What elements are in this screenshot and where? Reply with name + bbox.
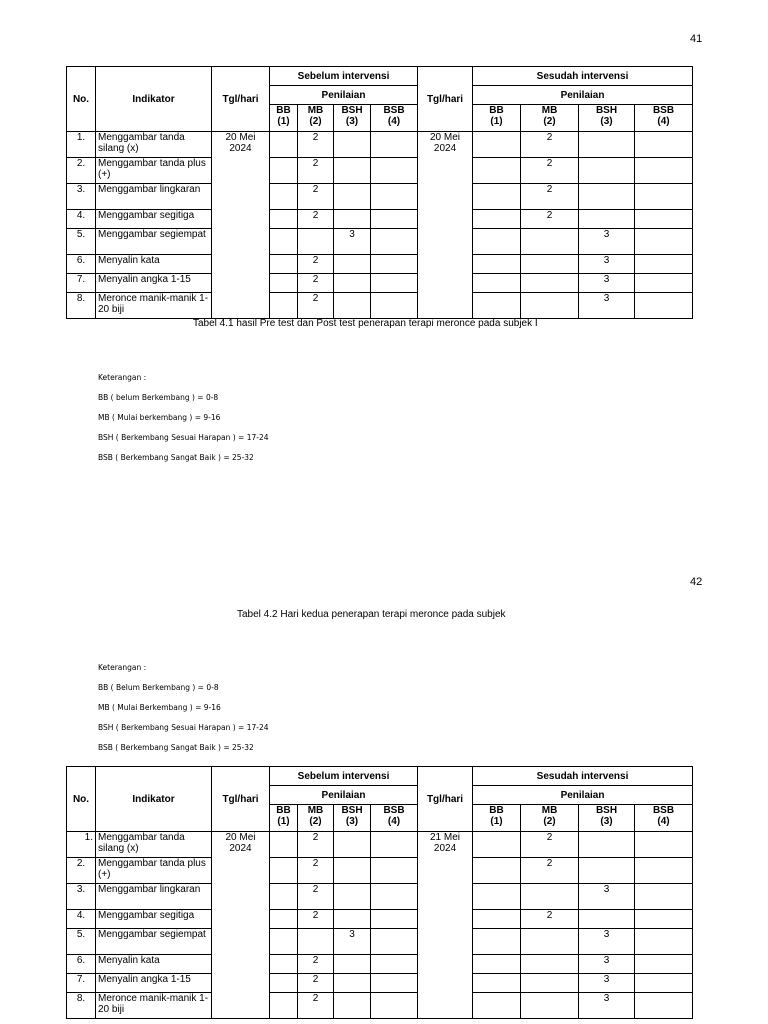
score-before [270, 158, 298, 184]
row-indikator: Menggambar lingkaran [96, 184, 212, 210]
score-after [635, 858, 693, 884]
score-before: 2 [298, 832, 334, 858]
header-level-bsh [334, 805, 371, 832]
score-before [371, 229, 418, 255]
legend-item-bsh: BSH ( Berkembang Sesuai Harapan ) = 17-24 [98, 723, 269, 732]
table-caption: Tabel 4.1 hasil Pre test dan Post test penerapan terapi meronce pada subjek I [193, 318, 538, 329]
score-before [371, 884, 418, 910]
table-row [67, 293, 693, 319]
row-indikator: Menggambar tanda plus (+) [96, 158, 212, 184]
score-before [334, 974, 371, 993]
score-after [579, 184, 635, 210]
score-before [334, 884, 371, 910]
table-row [67, 974, 693, 993]
score-after: 3 [579, 293, 635, 319]
header-level-mb [521, 105, 579, 132]
score-before [371, 832, 418, 858]
score-before: 3 [334, 929, 371, 955]
table-row [67, 229, 693, 255]
score-after: 2 [521, 832, 579, 858]
score-after [635, 929, 693, 955]
score-before [270, 929, 298, 955]
score-before [270, 210, 298, 229]
row-indikator: Menyalin angka 1-15 [96, 274, 212, 293]
score-before [371, 858, 418, 884]
score-before: 2 [298, 858, 334, 884]
score-after [579, 858, 635, 884]
date-day: 20 Mei [225, 132, 256, 143]
level-code: BSB [652, 105, 675, 116]
level-number: (3) [600, 116, 613, 127]
row-number: 5. [67, 929, 96, 955]
level-code: MB [541, 105, 558, 116]
score-before [334, 955, 371, 974]
legend-item-bsb: BSB ( Berkembang Sangat Baik ) = 25-32 [98, 453, 254, 462]
row-number: 8. [67, 993, 96, 1019]
score-after [473, 274, 521, 293]
header-penilaian-after: Penilaian [473, 786, 693, 805]
table-row [67, 832, 693, 858]
score-before [270, 974, 298, 993]
score-after: 2 [521, 858, 579, 884]
score-before [371, 955, 418, 974]
score-before [334, 210, 371, 229]
legend-item-mb: MB ( Mulai berkembang ) = 9-16 [98, 413, 221, 422]
table-row [67, 210, 693, 229]
legend-item-bb: BB ( belum Berkembang ) = 0-8 [98, 393, 219, 402]
score-after [635, 993, 693, 1019]
table-row [67, 158, 693, 184]
score-before [371, 132, 418, 158]
header-level-bsb [635, 805, 693, 832]
score-after [579, 910, 635, 929]
level-code: BSB [652, 805, 675, 816]
level-number: (1) [490, 816, 503, 827]
score-after [521, 929, 579, 955]
row-number: 5. [67, 229, 96, 255]
row-number: 3. [67, 884, 96, 910]
score-before [334, 158, 371, 184]
score-after [635, 274, 693, 293]
row-number: 4. [67, 210, 96, 229]
score-before: 2 [298, 884, 334, 910]
level-code: MB [307, 805, 324, 816]
level-code: BB [489, 105, 504, 116]
header-no: No. [67, 767, 96, 832]
score-after [521, 255, 579, 274]
score-after: 3 [579, 929, 635, 955]
score-before: 2 [298, 158, 334, 184]
score-after [521, 274, 579, 293]
score-before [334, 858, 371, 884]
level-code: BB [489, 805, 504, 816]
score-before [334, 993, 371, 1019]
row-indikator: Menggambar lingkaran [96, 884, 212, 910]
score-before: 2 [298, 255, 334, 274]
page-number: 42 [690, 576, 703, 588]
score-before [270, 858, 298, 884]
row-indikator: Menggambar segitiga [96, 910, 212, 929]
row-number: 7. [67, 274, 96, 293]
score-before [270, 132, 298, 158]
score-before [371, 293, 418, 319]
score-after [579, 132, 635, 158]
score-after [473, 993, 521, 1019]
level-number: (2) [543, 116, 556, 127]
score-before: 2 [298, 132, 334, 158]
header-sesudah: Sesudah intervensi [473, 767, 693, 786]
score-after [579, 210, 635, 229]
date-year: 2024 [433, 843, 457, 854]
date-after [418, 132, 473, 319]
score-before [270, 955, 298, 974]
legend-title: Keterangan : [98, 373, 147, 382]
level-number: (4) [387, 816, 401, 827]
row-number: 2. [67, 858, 96, 884]
score-before [371, 929, 418, 955]
level-number: (2) [543, 816, 556, 827]
score-after: 3 [579, 274, 635, 293]
header-no: No. [67, 67, 96, 132]
score-before: 2 [298, 293, 334, 319]
score-after [521, 974, 579, 993]
header-level-mb [521, 805, 579, 832]
row-indikator: Menggambar segiempat [96, 229, 212, 255]
header-sebelum: Sebelum intervensi [270, 767, 418, 786]
score-after [473, 229, 521, 255]
score-before: 2 [298, 184, 334, 210]
date-year: 2024 [229, 843, 252, 854]
header-sebelum: Sebelum intervensi [270, 67, 418, 86]
row-number: 2. [67, 158, 96, 184]
level-number: (4) [657, 816, 670, 827]
score-before [270, 229, 298, 255]
score-table [66, 766, 693, 1019]
row-number: 6. [67, 955, 96, 974]
level-code: MB [307, 105, 324, 116]
score-after: 2 [521, 210, 579, 229]
header-indikator: Indikator [96, 67, 212, 132]
date-day: 20 Mei [225, 832, 256, 843]
table-row [67, 884, 693, 910]
level-number: (3) [345, 116, 359, 127]
header-level-bb [473, 805, 521, 832]
row-indikator: Menyalin kata [96, 255, 212, 274]
header-level-bsh [579, 805, 635, 832]
row-indikator: Menggambar tanda silang (x) [96, 132, 212, 158]
score-before [371, 993, 418, 1019]
date-day: 21 Mei [430, 832, 461, 843]
row-number: 8. [67, 293, 96, 319]
header-penilaian-after: Penilaian [473, 86, 693, 105]
score-before [298, 229, 334, 255]
date-after [418, 832, 473, 1019]
level-number: (3) [600, 816, 613, 827]
header-level-bsb [371, 805, 418, 832]
score-before [334, 132, 371, 158]
score-before [270, 910, 298, 929]
score-after [635, 158, 693, 184]
score-before [371, 158, 418, 184]
date-year: 2024 [433, 143, 457, 154]
score-before [371, 255, 418, 274]
score-before [270, 184, 298, 210]
header-level-bb [270, 105, 298, 132]
table-row [67, 184, 693, 210]
score-after [473, 884, 521, 910]
header-tgl-after: Tgl/hari [418, 767, 473, 832]
score-before [270, 993, 298, 1019]
score-after [521, 884, 579, 910]
header-level-bsh [579, 105, 635, 132]
score-before [270, 274, 298, 293]
score-after [579, 158, 635, 184]
table-row [67, 929, 693, 955]
header-penilaian-before: Penilaian [270, 786, 418, 805]
row-number: 3. [67, 184, 96, 210]
score-before: 2 [298, 210, 334, 229]
score-before [334, 832, 371, 858]
score-after [473, 158, 521, 184]
row-number: 1. [67, 132, 96, 158]
score-before [334, 910, 371, 929]
score-after: 2 [521, 158, 579, 184]
score-before [334, 184, 371, 210]
score-after [635, 229, 693, 255]
row-number: 7. [67, 974, 96, 993]
score-after [579, 832, 635, 858]
score-after: 3 [579, 993, 635, 1019]
header-level-mb [298, 805, 334, 832]
date-day: 20 Mei [430, 132, 461, 143]
score-before [371, 210, 418, 229]
score-before [334, 293, 371, 319]
header-tgl-before: Tgl/hari [212, 67, 270, 132]
score-before: 2 [298, 974, 334, 993]
header-sesudah: Sesudah intervensi [473, 67, 693, 86]
score-before [371, 184, 418, 210]
level-code: BSB [383, 805, 405, 816]
table-row [67, 910, 693, 929]
score-after [473, 184, 521, 210]
date-before [212, 132, 270, 319]
score-after: 3 [579, 255, 635, 274]
score-after [521, 293, 579, 319]
legend-item-bsh: BSH ( Berkembang Sesuai Harapan ) = 17-24 [98, 433, 269, 442]
score-before [270, 884, 298, 910]
level-number: (2) [309, 816, 322, 827]
score-after: 2 [521, 910, 579, 929]
level-code: BB [276, 105, 291, 116]
level-number: (3) [345, 816, 359, 827]
header-level-mb [298, 105, 334, 132]
score-after [521, 993, 579, 1019]
table-row [67, 955, 693, 974]
row-number: 4. [67, 910, 96, 929]
score-before [270, 293, 298, 319]
header-penilaian-before: Penilaian [270, 86, 418, 105]
level-number: (4) [657, 116, 670, 127]
table-row [67, 858, 693, 884]
score-before [371, 274, 418, 293]
score-before [298, 929, 334, 955]
score-after: 2 [521, 184, 579, 210]
header-level-bsb [635, 105, 693, 132]
page-number: 41 [690, 33, 703, 45]
score-after [635, 184, 693, 210]
score-after [473, 929, 521, 955]
score-after [473, 132, 521, 158]
level-number: (2) [309, 116, 322, 127]
level-code: BSH [341, 805, 363, 816]
table-caption: Tabel 4.2 Hari kedua penerapan terapi meronce pada subjek [237, 609, 506, 620]
table-row [67, 274, 693, 293]
date-year: 2024 [229, 143, 252, 154]
legend-item-mb: MB ( Mulai Berkembang ) = 9-16 [98, 703, 221, 712]
score-after [635, 832, 693, 858]
score-before [270, 255, 298, 274]
row-indikator: Menggambar segiempat [96, 929, 212, 955]
table-row [67, 993, 693, 1019]
score-after [473, 910, 521, 929]
row-number: 1. [67, 832, 96, 858]
score-before: 2 [298, 274, 334, 293]
level-number: (1) [277, 116, 290, 127]
row-number: 6. [67, 255, 96, 274]
score-before: 2 [298, 955, 334, 974]
score-after [473, 210, 521, 229]
level-code: BSB [383, 105, 405, 116]
legend-item-bb: BB ( Belum Berkembang ) = 0-8 [98, 683, 219, 692]
row-indikator: Meronce manik-manik 1-20 biji [96, 993, 212, 1019]
score-after [635, 255, 693, 274]
score-table [66, 66, 693, 319]
level-code: BB [276, 805, 291, 816]
score-after [521, 229, 579, 255]
score-before [334, 255, 371, 274]
level-code: BSH [595, 805, 618, 816]
score-after: 3 [579, 229, 635, 255]
level-code: BSH [595, 105, 618, 116]
level-code: MB [541, 805, 558, 816]
legend-title: Keterangan : [98, 663, 147, 672]
table-row [67, 255, 693, 274]
score-after [473, 293, 521, 319]
score-before [371, 910, 418, 929]
score-after [635, 955, 693, 974]
score-after: 3 [579, 955, 635, 974]
row-indikator: Menggambar tanda plus (+) [96, 858, 212, 884]
score-after [635, 974, 693, 993]
header-tgl-after: Tgl/hari [418, 67, 473, 132]
header-level-bb [473, 105, 521, 132]
header-tgl-before: Tgl/hari [212, 767, 270, 832]
row-indikator: Menggambar segitiga [96, 210, 212, 229]
score-before [334, 274, 371, 293]
score-after [473, 974, 521, 993]
score-after [635, 210, 693, 229]
level-code: BSH [341, 105, 363, 116]
score-after [635, 132, 693, 158]
header-level-bb [270, 805, 298, 832]
score-after [473, 832, 521, 858]
score-after: 3 [579, 884, 635, 910]
row-indikator: Menyalin angka 1-15 [96, 974, 212, 993]
header-level-bsh [334, 105, 371, 132]
level-number: (4) [387, 116, 401, 127]
score-after [635, 884, 693, 910]
header-indikator: Indikator [96, 767, 212, 832]
score-after [635, 910, 693, 929]
score-before: 2 [298, 993, 334, 1019]
score-before [371, 974, 418, 993]
score-after: 3 [579, 974, 635, 993]
legend-notes [98, 372, 268, 472]
score-after: 2 [521, 132, 579, 158]
score-before: 3 [334, 229, 371, 255]
score-after [473, 955, 521, 974]
legend-notes [98, 662, 268, 762]
row-indikator: Menggambar tanda silang (x) [96, 832, 212, 858]
score-after [473, 255, 521, 274]
score-after [473, 858, 521, 884]
header-level-bsb [371, 105, 418, 132]
level-number: (1) [490, 116, 503, 127]
score-before [270, 832, 298, 858]
score-after [635, 293, 693, 319]
row-indikator: Menyalin kata [96, 955, 212, 974]
table-row [67, 132, 693, 158]
level-number: (1) [277, 816, 290, 827]
score-before: 2 [298, 910, 334, 929]
score-after [521, 955, 579, 974]
row-indikator: Meronce manik-manik 1-20 biji [96, 293, 212, 319]
date-before [212, 832, 270, 1019]
legend-item-bsb: BSB ( Berkembang Sangat Baik ) = 25-32 [98, 743, 254, 752]
